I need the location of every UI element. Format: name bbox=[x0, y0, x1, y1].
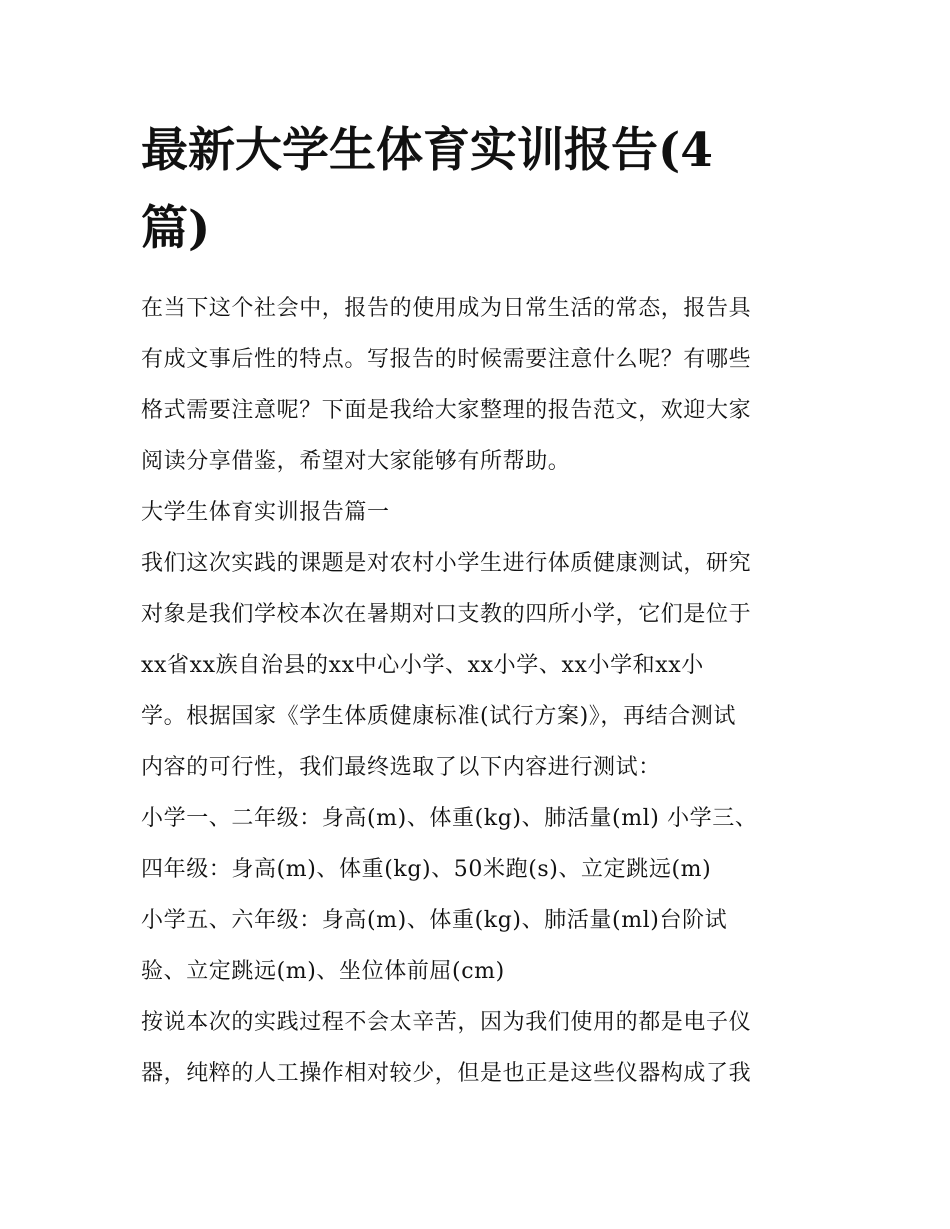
paragraph-line: 四年级：身高(m)、体重(kg)、50米跑(s)、立定跳远(m) bbox=[141, 857, 712, 882]
paragraph-line: 按说本次的实践过程不会太辛苦，因为我们使用的都是电子仪 bbox=[141, 1010, 752, 1035]
paragraph-line: 内容的可行性，我们最终选取了以下内容进行测试： bbox=[141, 755, 661, 780]
paragraph-line: 验、立定跳远(m)、坐位体前屈(cm) bbox=[141, 959, 505, 984]
document-title: 最新大学生体育实训报告(4篇) bbox=[141, 123, 713, 256]
paragraph-line: 在当下这个社会中，报告的使用成为日常生活的常态，报告具 bbox=[141, 296, 752, 321]
document-content bbox=[141, 112, 821, 1099]
paragraph-line: 学。根据国家《学生体质健康标准(试行方案)》，再结合测试 bbox=[141, 704, 736, 729]
paragraph-line: 小学一、二年级：身高(m)、体重(kg)、肺活量(ml) 小学三、 bbox=[141, 806, 758, 831]
paragraph-line: 器，纯粹的人工操作相对较少，但是也正是这些仪器构成了我 bbox=[141, 1061, 752, 1086]
paragraph-line: 格式需要注意呢？下面是我给大家整理的报告范文，欢迎大家 bbox=[141, 398, 752, 423]
document-body bbox=[141, 283, 821, 1099]
paragraph-line: 有成文事后性的特点。写报告的时候需要注意什么呢？有哪些 bbox=[141, 347, 752, 372]
paragraph-line: 我们这次实践的课题是对农村小学生进行体质健康测试，研究 bbox=[141, 551, 752, 576]
paragraph-line: xx省xx族自治县的xx中心小学、xx小学、xx小学和xx小 bbox=[141, 653, 704, 678]
paragraph-line: 对象是我们学校本次在暑期对口支教的四所小学，它们是位于 bbox=[141, 602, 752, 627]
paragraph-line: 阅读分享借鉴，希望对大家能够有所帮助。 bbox=[141, 449, 571, 474]
paragraph-line: 小学五、六年级：身高(m)、体重(kg)、肺活量(ml)台阶试 bbox=[141, 908, 728, 933]
section-heading: 大学生体育实训报告篇一 bbox=[141, 500, 390, 525]
